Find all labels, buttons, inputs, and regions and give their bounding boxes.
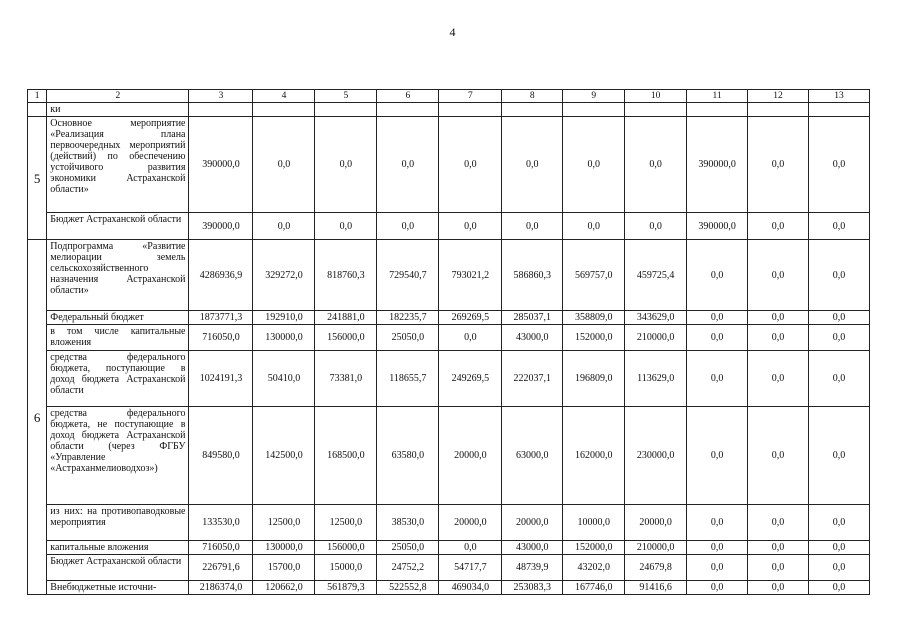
cell-value: 162000,0 [563,407,625,505]
cell-value: 0,0 [748,555,809,581]
cell-value: 1873771,3 [189,311,253,325]
table-row [28,117,870,213]
row-description: Основное мероприятие «Реализация плана первоочередных мероприятий (действий) по обеспечению устойчивого развития экономики Астраханской области» [47,117,189,213]
cell-value: 0,0 [809,117,870,213]
cell-value: 716050,0 [189,325,253,351]
cell-value: 561879,3 [315,581,377,595]
table-row [28,555,870,581]
table-row [28,311,870,325]
cell-value: 20000,0 [439,505,502,541]
cell-value: 0,0 [748,325,809,351]
table-row [28,581,870,595]
cell-value: 167746,0 [563,581,625,595]
cell-value: 0,0 [377,117,439,213]
cell-value: 73381,0 [315,351,377,407]
cell-value: 230000,0 [625,407,687,505]
cell-value: 0,0 [809,213,870,240]
cell-value: 0,0 [625,213,687,240]
cell-value: 43202,0 [563,555,625,581]
cell-value: 0,0 [439,541,502,555]
cell-value: 0,0 [315,213,377,240]
row-description: Федеральный бюджет [47,311,189,325]
cell-value: 253083,3 [502,581,563,595]
cell-value: 0,0 [502,117,563,213]
table-row [28,240,870,311]
cell-value: 192910,0 [253,311,315,325]
cell-value: 569757,0 [563,240,625,311]
table-row [28,325,870,351]
cell-value: 10000,0 [563,505,625,541]
cell-value: 0,0 [377,213,439,240]
cell-value: 716050,0 [189,541,253,555]
cell-value: 2186374,0 [189,581,253,595]
cell-value: 390000,0 [189,213,253,240]
table-row [28,407,870,505]
cell-value: 0,0 [687,581,748,595]
cell-value: 390000,0 [687,213,748,240]
cell-value: 729540,7 [377,240,439,311]
cell-value: 0,0 [809,555,870,581]
cell-value: 522552,8 [377,581,439,595]
cell-value: 48739,9 [502,555,563,581]
cell-value: 156000,0 [315,325,377,351]
cell-value: 15700,0 [253,555,315,581]
cell-value: 0,0 [563,213,625,240]
cell-value: 0,0 [809,351,870,407]
cell-value: 329272,0 [253,240,315,311]
cell-value: 24679,8 [625,555,687,581]
cell-value: 0,0 [809,541,870,555]
cell-value: 586860,3 [502,240,563,311]
cell-value: 0,0 [253,117,315,213]
cell-value: 120662,0 [253,581,315,595]
row-description: в том числе капитальные вложения [47,325,189,351]
cell-value: 0,0 [809,407,870,505]
cell-value: 343629,0 [625,311,687,325]
table-row [28,541,870,555]
column-header: 1 [28,90,47,103]
cell-value: 0,0 [502,213,563,240]
column-header: 9 [563,90,625,103]
column-header: 6 [377,90,439,103]
row-group-index: 6 [28,240,47,595]
cell-value: 152000,0 [563,541,625,555]
cell-value: 0,0 [809,325,870,351]
cell-value: 793021,2 [439,240,502,311]
row-description: Подпрограмма «Развитие мелиорации земель сельскохозяйственного назначения Астраханской области» [47,240,189,311]
cell-value: 0,0 [809,581,870,595]
cell-value: 0,0 [687,325,748,351]
cell-value: 20000,0 [625,505,687,541]
cell-value: 0,0 [687,505,748,541]
cell-value: 113629,0 [625,351,687,407]
cell-value: 0,0 [748,407,809,505]
cell-value: 0,0 [748,117,809,213]
cell-value: 0,0 [687,351,748,407]
cell-value: 130000,0 [253,541,315,555]
cell-value: 54717,7 [439,555,502,581]
cell-value: 91416,6 [625,581,687,595]
column-header: 8 [502,90,563,103]
cell-value: 0,0 [439,325,502,351]
cell-value: 0,0 [563,117,625,213]
row-description: средства федерального бюджета, не поступающие в доход бюджета Астраханской области (через ФГБУ «Управление «Астраханмелиоводхоз») [47,407,189,505]
table-row [28,505,870,541]
column-header: 4 [253,90,315,103]
column-header: 10 [625,90,687,103]
cell-value: 0,0 [748,240,809,311]
cell-value: 0,0 [748,505,809,541]
table-row [28,213,870,240]
cell-value: 241881,0 [315,311,377,325]
cell-value: 196809,0 [563,351,625,407]
cell-value: 25050,0 [377,541,439,555]
row-group-index: 5 [28,117,47,240]
cell-value: 130000,0 [253,325,315,351]
column-header: 7 [439,90,502,103]
table-row [28,351,870,407]
cell-value: 222037,1 [502,351,563,407]
cell-value: 0,0 [809,311,870,325]
table-header-row [28,90,870,103]
cell-value: 38530,0 [377,505,439,541]
cell-value: 168500,0 [315,407,377,505]
row-description: из них: на противопаводковые мероприятия [47,505,189,541]
cell-value: 4286936,9 [189,240,253,311]
cell-value: 0,0 [809,505,870,541]
budget-table [27,89,870,595]
column-header: 12 [748,90,809,103]
row-description: Бюджет Астраханской области [47,213,189,240]
cell-value: 20000,0 [439,407,502,505]
cell-value: 226791,6 [189,555,253,581]
cell-value: 0,0 [748,581,809,595]
cell-value: 0,0 [687,240,748,311]
cell-value: 0,0 [687,555,748,581]
cell-value: 210000,0 [625,325,687,351]
cell-value: 43000,0 [502,325,563,351]
cell-value: 0,0 [315,117,377,213]
cell-value: 20000,0 [502,505,563,541]
cell-value: 1024191,3 [189,351,253,407]
row-description: Внебюджетные источни- [47,581,189,595]
cell-value: 15000,0 [315,555,377,581]
row-description: капитальные вложения [47,541,189,555]
column-header: 5 [315,90,377,103]
cell-value: 0,0 [625,117,687,213]
cell-value: 152000,0 [563,325,625,351]
cell-value: 0,0 [748,311,809,325]
cell-value: 0,0 [748,351,809,407]
cell-value: 50410,0 [253,351,315,407]
cell-value: 210000,0 [625,541,687,555]
cell-value: 459725,4 [625,240,687,311]
cell-value: 285037,1 [502,311,563,325]
cell-value: 43000,0 [502,541,563,555]
cell-value: 63580,0 [377,407,439,505]
cell-value: 0,0 [439,213,502,240]
cell-value: 118655,7 [377,351,439,407]
cell-value: 12500,0 [253,505,315,541]
cell-value: 0,0 [687,541,748,555]
cell-value: 390000,0 [189,117,253,213]
cell-value: 133530,0 [189,505,253,541]
cell-value: 156000,0 [315,541,377,555]
cell-value: 12500,0 [315,505,377,541]
cell-value: 269269,5 [439,311,502,325]
row-description: Бюджет Астраханской области [47,555,189,581]
carryover-text: ки [47,103,189,117]
cell-value: 249269,5 [439,351,502,407]
cell-value: 358809,0 [563,311,625,325]
cell-value: 818760,3 [315,240,377,311]
cell-value: 0,0 [809,240,870,311]
cell-value: 0,0 [748,541,809,555]
cell-value: 25050,0 [377,325,439,351]
cell-value: 24752,2 [377,555,439,581]
cell-value: 0,0 [687,407,748,505]
cell-value: 0,0 [687,311,748,325]
row-description: средства федерального бюджета, поступающие в доход бюджета Астраханской области [47,351,189,407]
cell-value: 63000,0 [502,407,563,505]
cell-value: 0,0 [253,213,315,240]
cell-value: 0,0 [748,213,809,240]
column-header: 2 [47,90,189,103]
page-number: 4 [449,25,456,39]
cell-value: 469034,0 [439,581,502,595]
column-header: 3 [189,90,253,103]
cell-value: 0,0 [439,117,502,213]
cell-value: 390000,0 [687,117,748,213]
cell-value: 142500,0 [253,407,315,505]
column-header: 13 [809,90,870,103]
cell-value: 849580,0 [189,407,253,505]
column-header: 11 [687,90,748,103]
carryover-row [28,103,870,117]
cell-value: 182235,7 [377,311,439,325]
